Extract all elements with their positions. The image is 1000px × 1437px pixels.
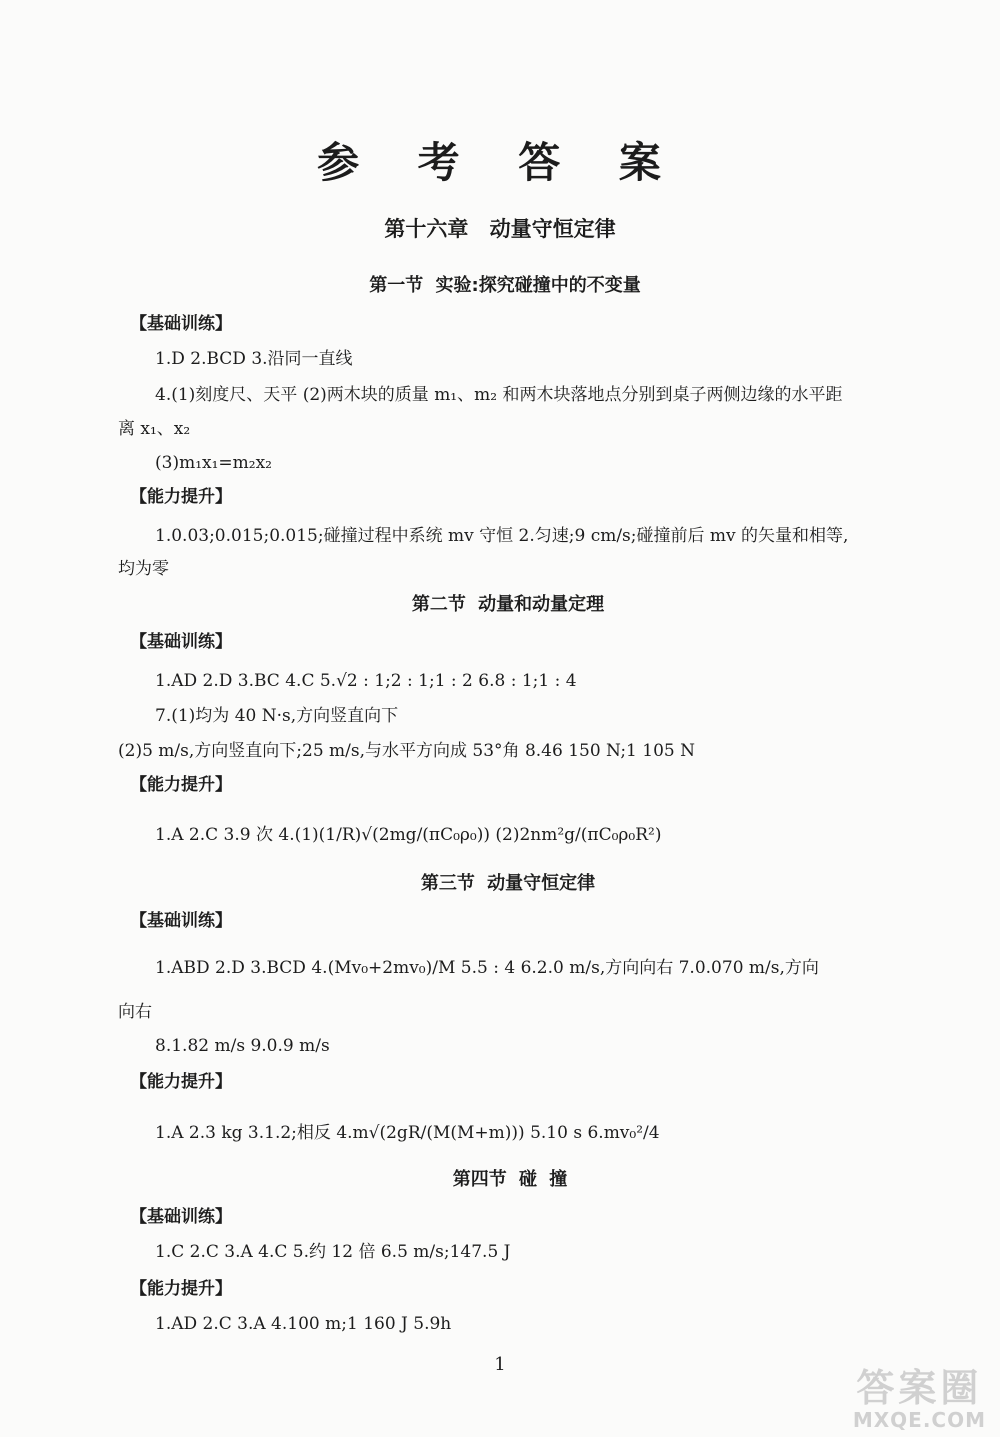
chapter-title: 第十六章 动量守恒定律: [384, 217, 616, 241]
ability-label: 【能力提升】: [130, 1072, 232, 1092]
answer-line: 1.AD 2.D 3.BC 4.C 5.√2 : 1;2 : 1;1 : 2 6.8 : 1;1 : 4: [155, 671, 577, 691]
answer-line: 1.AD 2.C 3.A 4.100 m;1 160 J 5.9h: [155, 1314, 452, 1334]
answer-line: 7.(1)均为 40 N·s,方向竖直向下: [155, 706, 399, 726]
answer-line: 1.C 2.C 3.A 4.C 5.约 12 倍 6.5 m/s;147.5 J: [155, 1242, 511, 1262]
answer-line: 1.ABD 2.D 3.BCD 4.(Mv₀+2mv₀)/M 5.5 : 4 6.2.0 m/s,方向向右 7.0.070 m/s,方向: [155, 958, 819, 978]
answer-line: 1.D 2.BCD 3.沿同一直线: [155, 349, 353, 369]
answer-line: (2)5 m/s,方向竖直向下;25 m/s,与水平方向成 53°角 8.46 150 N;1 105 N: [118, 741, 696, 761]
basic-training-label: 【基础训练】: [130, 911, 232, 931]
answer-line: 均为零: [118, 559, 169, 579]
basic-training-label: 【基础训练】: [130, 1207, 232, 1227]
answer-line: 1.A 2.C 3.9 次 4.(1)(1/R)√(2mg/(πC₀ρ₀)) (2)2nm²g/(πC₀ρ₀R²): [155, 825, 662, 845]
ability-label: 【能力提升】: [130, 487, 232, 507]
section-heading-3: 第三节 动量守恒定律: [420, 873, 596, 894]
answer-line: 4.(1)刻度尺、天平 (2)两木块的质量 m₁、m₂ 和两木块落地点分别到桌子两侧边缘的水平距: [155, 385, 843, 405]
answer-line: 离 x₁、x₂: [118, 419, 191, 439]
answer-line: 1.0.03;0.015;0.015;碰撞过程中系统 mv 守恒 2.匀速;9 cm/s;碰撞前后 mv 的矢量和相等,: [155, 526, 849, 546]
page-title: 参 考 答 案: [317, 138, 683, 187]
watermark-text: 答案圈: [856, 1366, 983, 1410]
answer-line: 8.1.82 m/s 9.0.9 m/s: [155, 1036, 330, 1056]
section-heading-2: 第二节 动量和动量定理: [411, 594, 605, 615]
ability-label: 【能力提升】: [130, 1279, 232, 1299]
page-number: 1: [494, 1354, 506, 1375]
answer-line: 向右: [118, 1002, 152, 1022]
basic-training-label: 【基础训练】: [130, 314, 232, 334]
section-heading-1: 第一节 实验:探究碰撞中的不变量: [369, 275, 641, 296]
watermark-url: MXQE.COM: [852, 1408, 986, 1432]
answer-line: (3)m₁x₁=m₂x₂: [155, 453, 272, 473]
answer-line: 1.A 2.3 kg 3.1.2;相反 4.m√(2gR/(M(M+m))) 5.10 s 6.mv₀²/4: [155, 1123, 660, 1143]
watermark-logo: [853, 1367, 986, 1431]
section-heading-4: 第四节 碰 撞: [452, 1169, 568, 1190]
ability-label: 【能力提升】: [130, 775, 232, 795]
basic-training-label: 【基础训练】: [130, 632, 232, 652]
